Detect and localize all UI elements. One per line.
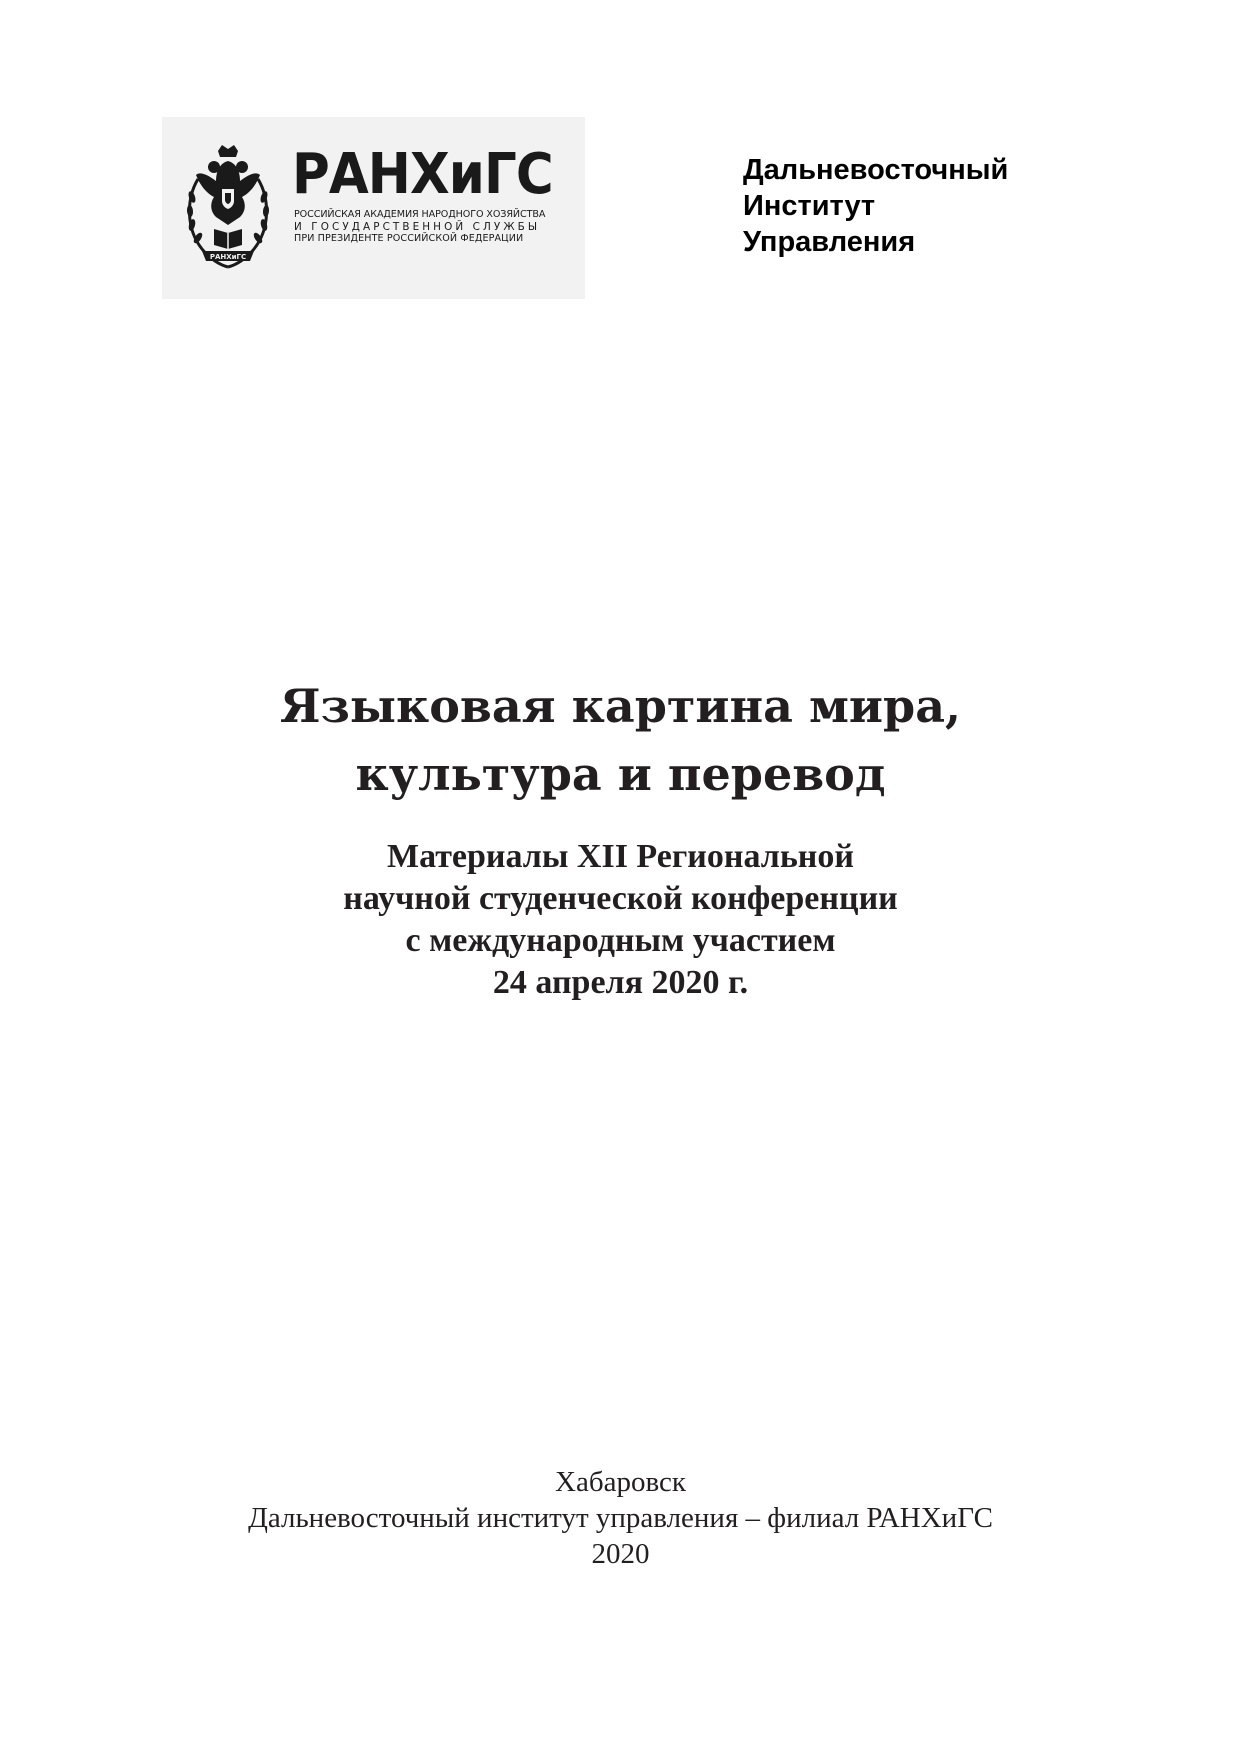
emblem-ribbon-text: РАНХиГС — [209, 253, 247, 261]
conference-date: 24 апреля 2020 г. — [492, 964, 749, 1001]
imprint-city: Хабаровск — [555, 1466, 686, 1498]
imprint-publisher: Дальневосточный институт управления – филиал РАНХиГС — [248, 1502, 993, 1534]
institute-name-line: Институт — [743, 190, 876, 222]
subtitle-line: научной студенческой конференции — [343, 880, 898, 917]
imprint-year: 2020 — [591, 1538, 650, 1570]
logo-caption-line: РОССИЙСКАЯ АКАДЕМИЯ НАРОДНОГО ХОЗЯЙСТВА — [294, 209, 546, 220]
title-line: Языковая картина мира, — [279, 679, 962, 733]
page-title — [0, 672, 1241, 808]
institute-name — [743, 152, 1008, 260]
logo-caption — [294, 209, 556, 245]
logo-wordmark: РАНХиГС — [292, 142, 553, 207]
imprint — [0, 1464, 1241, 1572]
logo-caption-line: ПРИ ПРЕЗИДЕНТЕ РОССИЙСКОЙ ФЕДЕРАЦИИ — [294, 233, 524, 244]
subtitle-line: Материалы XII Региональной — [386, 838, 854, 875]
institute-name-line: Управления — [743, 226, 916, 258]
page-subtitle — [0, 836, 1241, 1004]
ranepa-logo — [162, 117, 585, 299]
institute-name-line: Дальневосточный — [743, 154, 1009, 186]
title-line: культура и перевод — [355, 747, 886, 801]
double-headed-eagle-emblem-icon — [180, 141, 276, 271]
subtitle-line: с международным участием — [405, 922, 836, 959]
logo-caption-line: И ГОСУДАРСТВЕННОЙ СЛУЖБЫ — [294, 221, 541, 233]
